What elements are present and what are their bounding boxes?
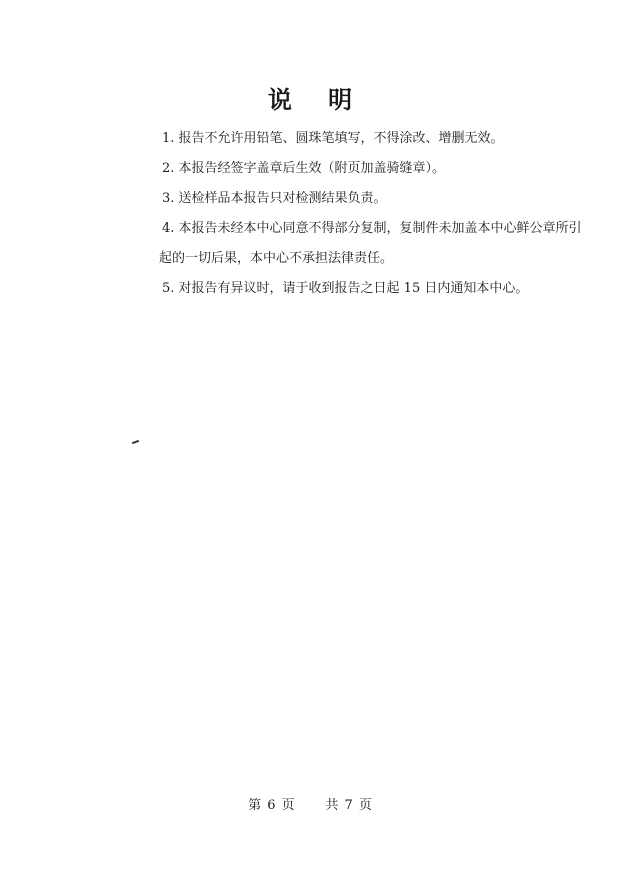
note-item-5: 5. 对报告有异议时，请于收到报告之日起 15 日内通知本中心。 xyxy=(162,281,529,296)
notes-list xyxy=(159,124,592,304)
note-item-4-continued: 起的一切后果，本中心不承担法律责任。 xyxy=(159,251,394,266)
note-item-3: 3. 送检样品本报告只对检测结果负责。 xyxy=(162,191,387,206)
note-item-4: 4. 本报告未经本中心同意不得部分复制，复制件未加盖本中心鲜公章所引 xyxy=(162,221,582,236)
footer-total-pages: 7 xyxy=(344,798,353,813)
footer-current-page: 6 xyxy=(267,798,276,813)
footer-label-total: 共 xyxy=(325,798,339,813)
note-item-2: 2. 本报告经签字盖章后生效（附页加盖骑缝章）。 xyxy=(162,161,446,176)
footer-label-page: 页 xyxy=(281,798,295,813)
footer-label-page-end: 页 xyxy=(358,798,372,813)
scan-speck xyxy=(132,440,139,444)
page-footer xyxy=(0,794,620,813)
page-title: 说 明 xyxy=(267,85,367,114)
footer-label-prefix: 第 xyxy=(248,798,262,813)
note-item-1: 1. 报告不允许用铅笔、圆珠笔填写，不得涂改、增删无效。 xyxy=(162,131,504,146)
